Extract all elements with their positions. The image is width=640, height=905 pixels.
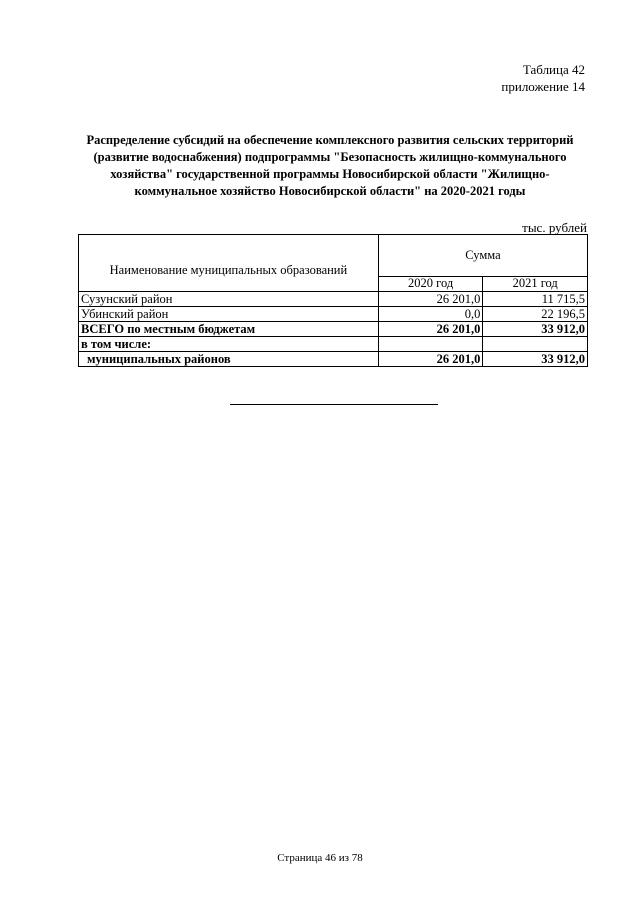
row-name: Убинский район: [79, 307, 379, 322]
column-header-2021: 2021 год: [483, 276, 588, 291]
table-header-row: [79, 235, 588, 277]
separator-line: [230, 404, 438, 405]
row-name: ВСЕГО по местным бюджетам: [79, 322, 379, 337]
row-name: в том числе:: [79, 337, 379, 352]
row-value-2020: 26 201,0: [378, 292, 483, 307]
column-header-sum: Сумма: [378, 235, 587, 277]
row-name: Сузунский район: [79, 292, 379, 307]
table-row-total: [79, 322, 588, 337]
table-reference: [501, 61, 585, 95]
column-header-2020: 2020 год: [378, 276, 483, 291]
row-value-2021: 33 912,0: [483, 322, 588, 337]
row-value-2021: 11 715,5: [483, 292, 588, 307]
table-row-districts: [79, 352, 588, 367]
table-row-subheading: [79, 337, 588, 352]
row-value-2021: 33 912,0: [483, 352, 588, 367]
appendix-label: приложение 14: [501, 79, 585, 94]
units-label: тыс. рублей: [522, 220, 587, 235]
table-row: [79, 307, 588, 322]
row-value-2021: [483, 337, 588, 352]
column-header-name: Наименование муниципальных образований: [79, 235, 379, 292]
page-number: Страница 46 из 78: [277, 852, 363, 864]
row-value-2020: 26 201,0: [378, 322, 483, 337]
row-value-2020: 26 201,0: [378, 352, 483, 367]
document-title: Распределение субсидий на обеспечение комплексного развития сельских территорий (развитие водоснабжения) подпрограммы "Безопасность жилищно-коммунального хозяйства" государственной программы Новосибирской области "Жилищно-коммунальное хозяйство Новосибирской области" на 2020-2021 годы: [86, 133, 574, 198]
table-row: [79, 292, 588, 307]
row-value-2020: 0,0: [378, 307, 483, 322]
table-number: Таблица 42: [522, 62, 585, 77]
row-name: муниципальных районов: [79, 352, 379, 367]
row-value-2020: [378, 337, 483, 352]
subsidy-table: [78, 234, 588, 367]
row-value-2021: 22 196,5: [483, 307, 588, 322]
